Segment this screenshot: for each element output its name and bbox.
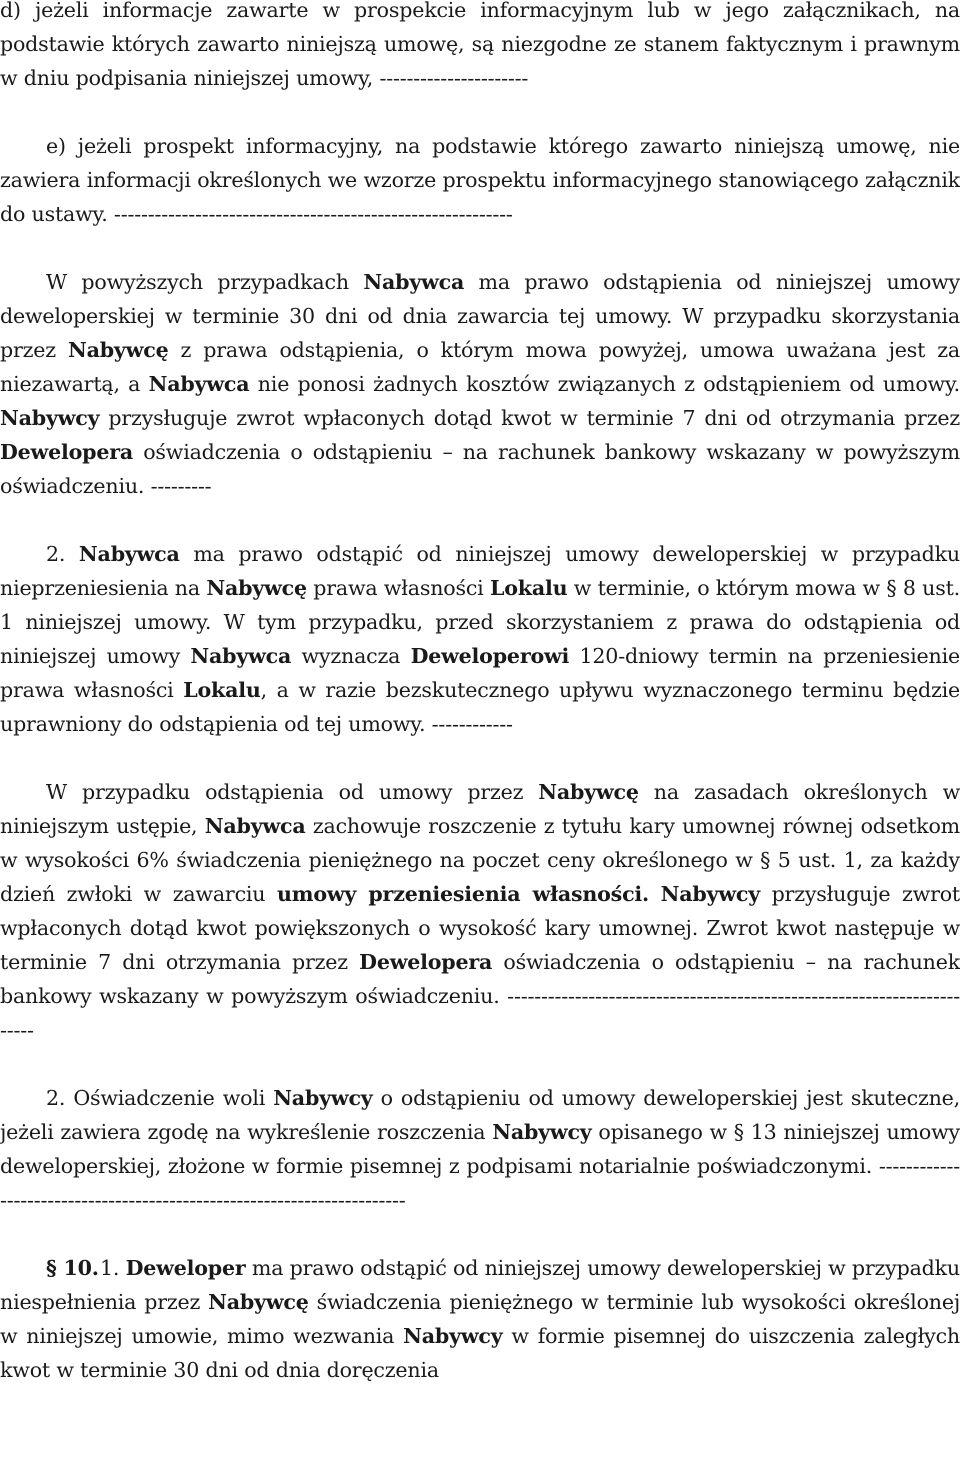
term-buyer: Nabywcy (403, 1324, 503, 1348)
section-10 (0, 1251, 960, 1387)
text-run: ma prawo odstąpić od niniejszej umowy deweloperskiej w przypadku niespełnienia przez (0, 1256, 960, 1314)
paragraph-withdrawal-30-days (0, 265, 960, 503)
text-run: opisanego w § 13 niniejszej umowy deweloperskiej, złożone w formie pisemnej z podpisami notarialnie poświadczonymi. ------------------------------------------------------------------------ (0, 1120, 960, 1212)
term-buyer: Nabywcy (273, 1086, 373, 1110)
term-buyer: Nabywca (363, 270, 465, 294)
text-run: w formie pisemnej do uiszczenia zaległych kwot w terminie 30 dni od dnia doręczenia (0, 1324, 960, 1382)
term-buyer: Nabywcy (660, 882, 760, 906)
text-run: , a w razie bezskutecznego upływu wyznaczonego terminu będzie uprawniony do odstąpienia od tej umowy. ------------ (0, 678, 960, 736)
term-developer: Deweloper (125, 1256, 246, 1280)
text-run: przysługuje zwrot wpłaconych dotąd kwot powiększonych o wysokość kary umownej. Zwrot kwot następuje w terminie 7 dni otrzymania przez (0, 882, 960, 974)
section-number: § 10. (46, 1256, 99, 1280)
text-run: z prawa odstąpienia, o którym mowa powyżej, umowa uważana jest za niezawartą, a (0, 338, 960, 396)
term-buyer: Nabywcę (538, 780, 639, 804)
spacer (0, 503, 960, 537)
paragraph-2-declaration (0, 1081, 960, 1217)
term-developer: Dewelopera (0, 440, 134, 464)
text-run: wyznacza (291, 644, 411, 668)
paragraph-e (0, 129, 960, 231)
term-premises: Lokalu (183, 678, 261, 702)
text-run: nie ponosi żadnych kosztów związanych z odstąpieniem od umowy. (249, 372, 960, 396)
paragraph-d-text: d) jeżeli informacje zawarte w prospekcie informacyjnym lub w jego załącznikach, na podstawie których zawarto niniejszą umowę, są niezgodne ze stanem faktycznym i prawnym w dniu podpisania niniejszej umowy, ---------------------- (0, 0, 960, 90)
text-run (649, 882, 661, 906)
term-buyer: Nabywcę (206, 576, 307, 600)
text-run: świadczenia pieniężnego w terminie lub wysokości określonej w niniejszej umowie, mimo wezwania (0, 1290, 960, 1348)
spacer (0, 1217, 960, 1251)
term-buyer: Nabywca (204, 814, 306, 838)
term-developer: Deweloperowi (410, 644, 570, 668)
text-run: 2. (46, 542, 79, 566)
text-run: ma prawo odstąpić od niniejszej umowy deweloperskiej w przypadku nieprzeniesienia na (0, 542, 960, 600)
text-run: 2. Oświadczenie woli (46, 1086, 274, 1110)
term-transfer-agreement: umowy przeniesienia własności. (276, 882, 650, 906)
paragraph-d (0, 0, 960, 95)
term-buyer: Nabywca (190, 644, 292, 668)
text-run: przysługuje zwrot wpłaconych dotąd kwot w terminie 7 dni od otrzymania przez (99, 406, 960, 430)
text-run: oświadczenia o odstąpieniu – na rachunek bankowy wskazany w powyższym oświadczeniu. --------- (0, 440, 960, 498)
text-run: W powyższych przypadkach (46, 270, 364, 294)
spacer (0, 95, 960, 129)
text-run: prawa własności (306, 576, 490, 600)
paragraph-2-withdrawal-ownership (0, 537, 960, 741)
term-developer: Dewelopera (359, 950, 493, 974)
paragraph-contractual-penalty (0, 775, 960, 1047)
term-buyer: Nabywca (78, 542, 180, 566)
spacer (0, 231, 960, 265)
text-run: o odstąpieniu od umowy deweloperskiej jest skuteczne, jeżeli zawiera zgodę na wykreślenie roszczenia (0, 1086, 960, 1144)
term-buyer: Nabywcę (67, 338, 169, 362)
spacer (0, 1047, 960, 1081)
term-buyer: Nabywca (148, 372, 250, 396)
term-buyer: Nabywcę (208, 1290, 309, 1314)
text-run: zachowuje roszczenie z tytułu kary umownej równej odsetkom w wysokości 6% świadczenia pieniężnego na poczet ceny określonego w § 5 ust. 1, za każdy dzień zwłoki w zawarciu (0, 814, 960, 906)
spacer (0, 741, 960, 775)
term-premises: Lokalu (489, 576, 568, 600)
text-run: na zasadach określonych w niniejszym ustępie, (0, 780, 960, 838)
text-run: w terminie, o którym mowa w § 8 ust. 1 niniejszej umowy. W tym przypadku, przed skorzystaniem z prawa do odstąpienia od niniejszej umowy (0, 576, 960, 668)
paragraph-e-text: e) jeżeli prospekt informacyjny, na podstawie którego zawarto niniejszą umowę, nie zawiera informacji określonych we wzorze prospektu informacyjnego stanowiącego załącznik do ustawy. ----------------------------------------------------------- (0, 134, 960, 226)
text-run: 120-dniowy termin na przeniesienie prawa własności (0, 644, 960, 702)
term-buyer: Nabywcy (492, 1120, 592, 1144)
term-buyer: Nabywcy (0, 406, 100, 430)
text-run: ma prawo odstąpienia od niniejszej umowy deweloperskiej w terminie 30 dni od dnia zawarcia tej umowy. W przypadku skorzystania przez (0, 270, 960, 362)
text-run: 1. (100, 1256, 126, 1280)
text-run: W przypadku odstąpienia od umowy przez (46, 780, 539, 804)
text-run: oświadczenia o odstąpieniu – na rachunek bankowy wskazany w powyższym oświadczeniu. ------------------------------------------------------------------------ (0, 950, 960, 1042)
